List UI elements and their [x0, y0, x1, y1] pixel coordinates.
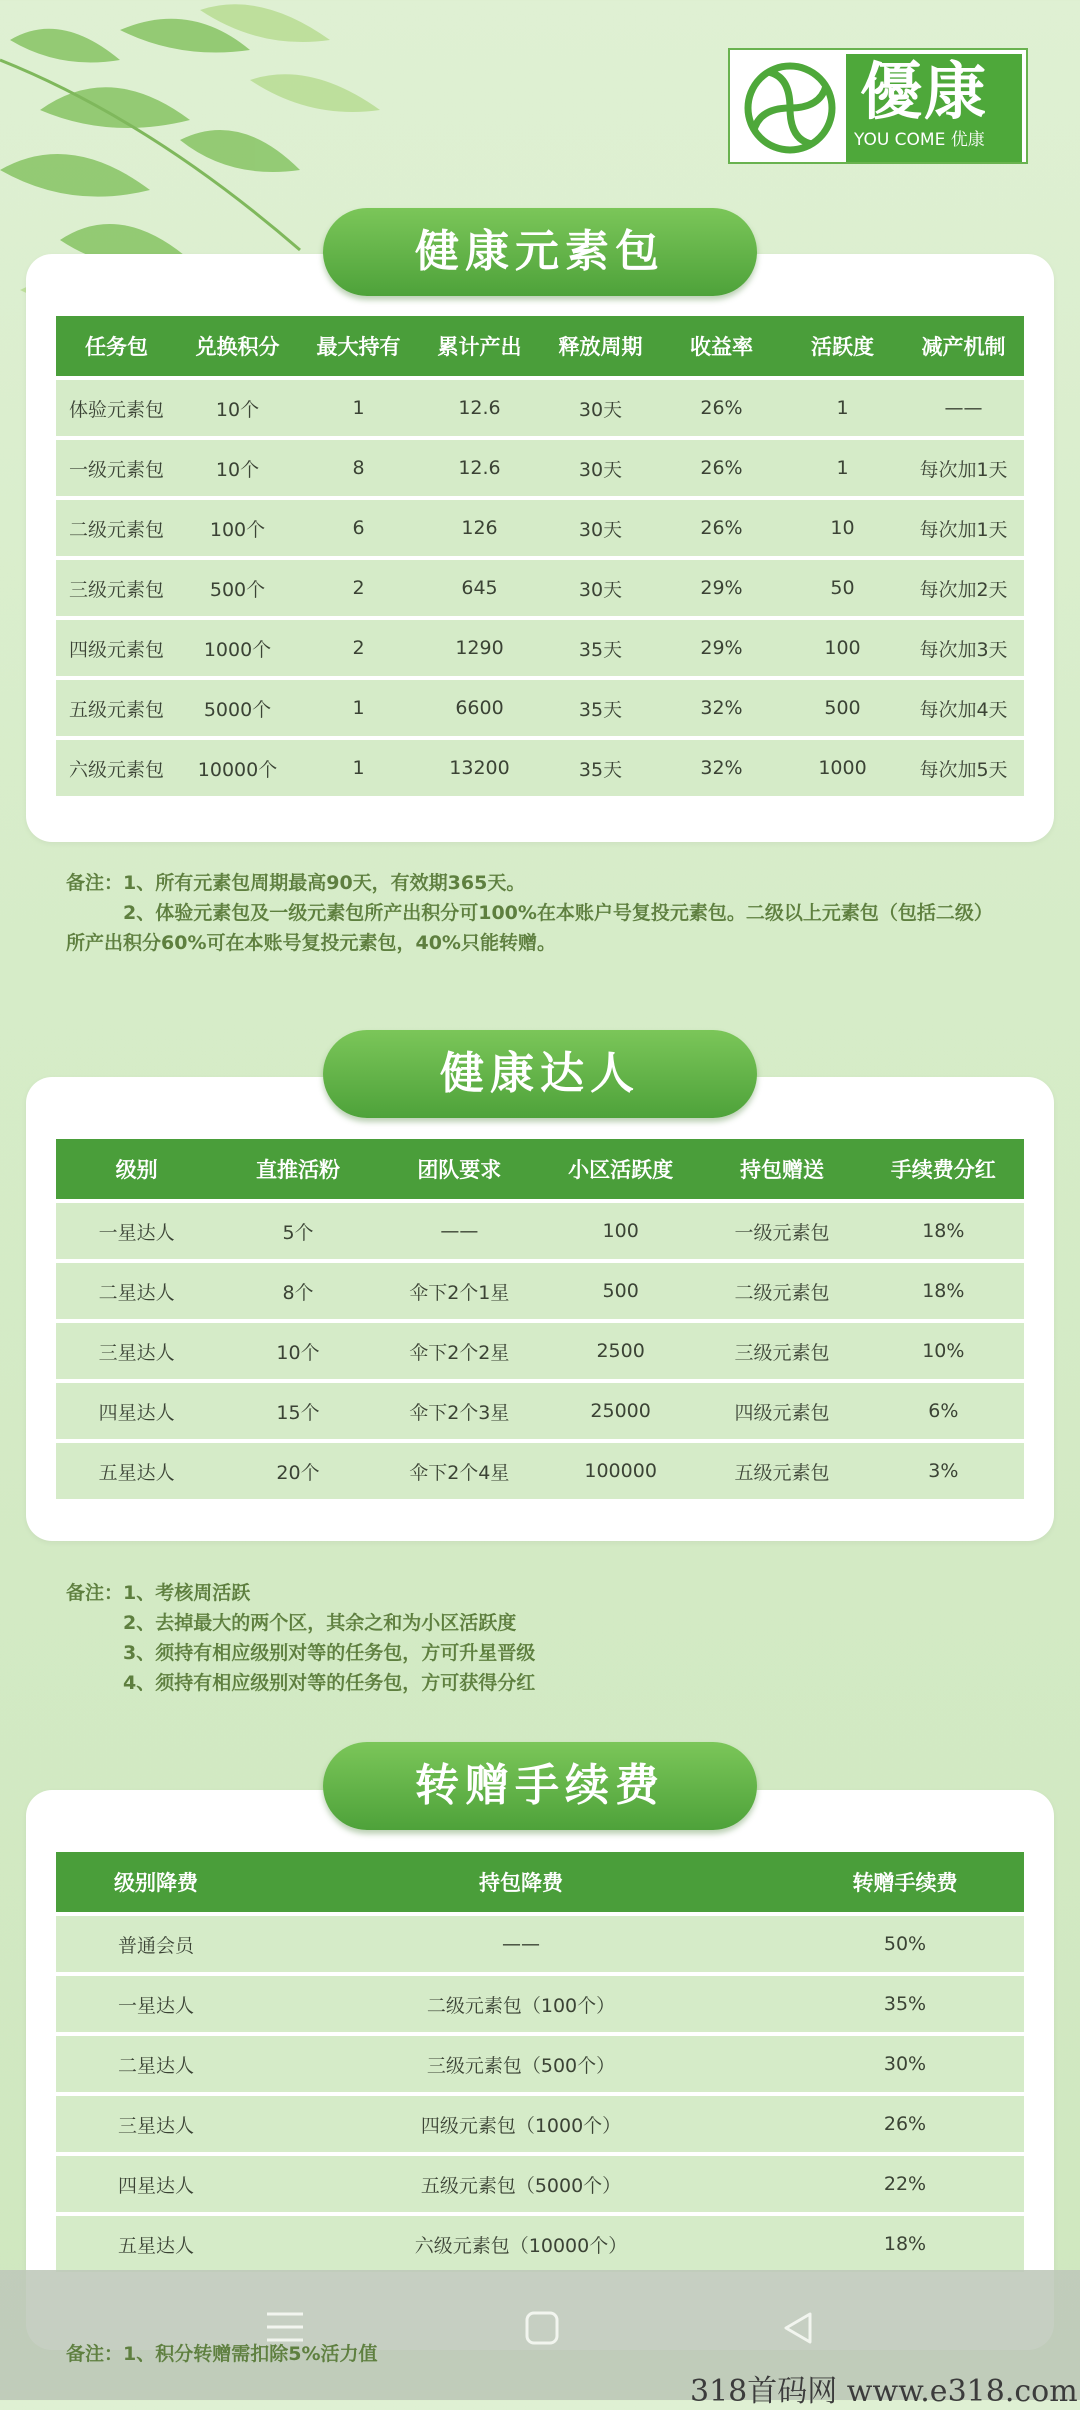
- brand-name-cn: 優康: [860, 55, 989, 128]
- table-cell: 四星达人: [56, 2154, 256, 2214]
- table-cell: 普通会员: [56, 1914, 256, 1974]
- table-cell: 100: [782, 618, 903, 678]
- table-cell: 30天: [540, 378, 661, 438]
- col-header: 直推活粉: [217, 1139, 378, 1201]
- table-cell: 35天: [540, 618, 661, 678]
- table-row: [56, 1321, 1024, 1381]
- site-watermark: 318首码网 www.e318.com: [690, 2374, 1078, 2409]
- table-cell: 四级元素包: [701, 1381, 862, 1441]
- table-cell: 35%: [786, 1974, 1024, 2034]
- table-cell: 一星达人: [56, 1974, 256, 2034]
- table-cell: 6: [298, 498, 419, 558]
- table-cell: 29%: [661, 558, 782, 618]
- table-cell: 伞下2个4星: [379, 1441, 540, 1501]
- table-cell: 10000个: [177, 738, 298, 798]
- health-expert-notes: [66, 1578, 1056, 1698]
- element-pack-table: [56, 316, 1024, 800]
- table-cell: 6%: [863, 1381, 1024, 1441]
- table-cell: 100: [540, 1201, 701, 1261]
- transfer-fee-rows: [56, 1914, 1024, 2274]
- table-cell: 3%: [863, 1441, 1024, 1501]
- table-cell: 12.6: [419, 438, 540, 498]
- table-cell: 每次加1天: [903, 438, 1024, 498]
- table-cell: 二级元素包: [701, 1261, 862, 1321]
- table-cell: 18%: [863, 1261, 1024, 1321]
- table-cell: 50%: [786, 1914, 1024, 1974]
- table-cell: 1000: [782, 738, 903, 798]
- table-cell: 伞下2个3星: [379, 1381, 540, 1441]
- brand-name-panel: [846, 54, 1022, 162]
- col-header: 兑换积分: [177, 316, 298, 378]
- table-row: [56, 2034, 1024, 2094]
- table-cell: 五级元素包: [701, 1441, 862, 1501]
- table-row: [56, 378, 1024, 438]
- table-row: [56, 1914, 1024, 1974]
- transfer-fee-note: 备注：1、积分转赠需扣除5%活力值: [66, 2343, 378, 2365]
- table-cell: 五级元素包: [56, 678, 177, 738]
- col-header: 团队要求: [379, 1139, 540, 1201]
- table-cell: ——: [379, 1201, 540, 1261]
- table-header-row: [56, 1852, 1024, 1914]
- note-line: 备注：1、考核周活跃: [66, 1582, 251, 1604]
- table-cell: 10个: [217, 1321, 378, 1381]
- table-cell: 六级元素包: [56, 738, 177, 798]
- table-cell: 5个: [217, 1201, 378, 1261]
- table-row: [56, 1381, 1024, 1441]
- table-cell: 1000个: [177, 618, 298, 678]
- table-cell: 30天: [540, 558, 661, 618]
- table-cell: 645: [419, 558, 540, 618]
- table-cell: 一星达人: [56, 1201, 217, 1261]
- table-cell: 1290: [419, 618, 540, 678]
- table-cell: 50: [782, 558, 903, 618]
- table-header-row: [56, 1139, 1024, 1201]
- health-expert-table: [56, 1139, 1024, 1503]
- section-card-health-expert: [26, 1077, 1054, 1541]
- table-cell: 100个: [177, 498, 298, 558]
- note-line: 备注：1、所有元素包周期最高90天，有效期365天。: [66, 872, 526, 894]
- table-row: [56, 738, 1024, 798]
- col-header: 持包降费: [256, 1852, 786, 1914]
- brand-name-en: YOU COME 优康: [854, 130, 985, 150]
- table-cell: ——: [256, 1914, 786, 1974]
- back-triangle-icon[interactable]: [780, 2310, 816, 2346]
- col-header: 释放周期: [540, 316, 661, 378]
- section-card-element-packs: [26, 254, 1054, 842]
- table-cell: ——: [903, 378, 1024, 438]
- table-cell: 1: [782, 438, 903, 498]
- section-card-transfer-fee: [26, 1790, 1054, 2350]
- table-cell: 四级元素包（1000个）: [256, 2094, 786, 2154]
- table-cell: 三星达人: [56, 2094, 256, 2154]
- table-cell: 四级元素包: [56, 618, 177, 678]
- table-cell: 35天: [540, 678, 661, 738]
- table-row: [56, 1974, 1024, 2034]
- note-line: 2、体验元素包及一级元素包所产出积分可100%在本账户号复投元素包。二级以上元素包（包括二级）: [66, 902, 993, 924]
- table-cell: 18%: [786, 2214, 1024, 2274]
- table-cell: 10: [782, 498, 903, 558]
- brand-logo: [728, 48, 1028, 164]
- transfer-fee-table: [56, 1852, 1024, 2276]
- section-title-element-packs: 健康元素包: [323, 208, 757, 296]
- table-cell: 30天: [540, 498, 661, 558]
- table-row: [56, 2214, 1024, 2274]
- table-cell: 二星达人: [56, 2034, 256, 2094]
- table-cell: 三级元素包: [56, 558, 177, 618]
- table-cell: 每次加1天: [903, 498, 1024, 558]
- table-cell: 5000个: [177, 678, 298, 738]
- col-header: 收益率: [661, 316, 782, 378]
- table-cell: 伞下2个1星: [379, 1261, 540, 1321]
- table-cell: 一级元素包: [56, 438, 177, 498]
- table-cell: 二级元素包: [56, 498, 177, 558]
- table-cell: 每次加3天: [903, 618, 1024, 678]
- table-cell: 10个: [177, 378, 298, 438]
- table-cell: 伞下2个2星: [379, 1321, 540, 1381]
- table-cell: 15个: [217, 1381, 378, 1441]
- note-line: 所产出积分60%可在本账号复投元素包，40%只能转赠。: [66, 932, 556, 954]
- pinwheel-logo-icon: [740, 58, 840, 158]
- table-cell: 10个: [177, 438, 298, 498]
- table-cell: 五级元素包（5000个）: [256, 2154, 786, 2214]
- table-cell: 500: [782, 678, 903, 738]
- table-cell: 2: [298, 618, 419, 678]
- health-expert-rows: [56, 1201, 1024, 1501]
- note-line: 4、须持有相应级别对等的任务包，方可获得分红: [66, 1672, 536, 1694]
- table-row: [56, 1201, 1024, 1261]
- table-row: [56, 1261, 1024, 1321]
- col-header: 减产机制: [903, 316, 1024, 378]
- table-cell: 30天: [540, 438, 661, 498]
- table-header-row: [56, 316, 1024, 378]
- table-cell: 五星达人: [56, 2214, 256, 2274]
- table-cell: 26%: [661, 498, 782, 558]
- table-cell: 29%: [661, 618, 782, 678]
- table-cell: 25000: [540, 1381, 701, 1441]
- table-cell: 35天: [540, 738, 661, 798]
- table-cell: 一级元素包: [701, 1201, 862, 1261]
- table-cell: 四星达人: [56, 1381, 217, 1441]
- table-cell: 26%: [661, 378, 782, 438]
- col-header: 级别: [56, 1139, 217, 1201]
- table-row: [56, 558, 1024, 618]
- table-cell: 1: [782, 378, 903, 438]
- col-header: 活跃度: [782, 316, 903, 378]
- table-cell: 13200: [419, 738, 540, 798]
- table-cell: 126: [419, 498, 540, 558]
- table-cell: 12.6: [419, 378, 540, 438]
- table-cell: 2: [298, 558, 419, 618]
- table-row: [56, 1441, 1024, 1501]
- table-row: [56, 2154, 1024, 2214]
- table-cell: 每次加2天: [903, 558, 1024, 618]
- table-cell: 26%: [786, 2094, 1024, 2154]
- table-cell: 体验元素包: [56, 378, 177, 438]
- table-cell: 32%: [661, 738, 782, 798]
- note-line: 3、须持有相应级别对等的任务包，方可升星晋级: [66, 1642, 536, 1664]
- table-cell: 三星达人: [56, 1321, 217, 1381]
- table-cell: 500个: [177, 558, 298, 618]
- table-cell: 8个: [217, 1261, 378, 1321]
- col-header: 小区活跃度: [540, 1139, 701, 1201]
- table-row: [56, 438, 1024, 498]
- table-cell: 三级元素包: [701, 1321, 862, 1381]
- table-cell: 22%: [786, 2154, 1024, 2214]
- table-cell: 1: [298, 678, 419, 738]
- table-row: [56, 678, 1024, 738]
- menu-icon[interactable]: [265, 2310, 305, 2344]
- col-header: 最大持有: [298, 316, 419, 378]
- table-cell: 8: [298, 438, 419, 498]
- table-cell: 100000: [540, 1441, 701, 1501]
- table-cell: 18%: [863, 1201, 1024, 1261]
- note-line: 2、去掉最大的两个区，其余之和为小区活跃度: [66, 1612, 517, 1634]
- col-header: 累计产出: [419, 316, 540, 378]
- table-cell: 20个: [217, 1441, 378, 1501]
- table-cell: 500: [540, 1261, 701, 1321]
- section-title-health-expert: 健康达人: [323, 1030, 757, 1118]
- table-cell: 6600: [419, 678, 540, 738]
- table-cell: 六级元素包（10000个）: [256, 2214, 786, 2274]
- table-cell: 2500: [540, 1321, 701, 1381]
- table-cell: 32%: [661, 678, 782, 738]
- table-cell: 五星达人: [56, 1441, 217, 1501]
- table-cell: 30%: [786, 2034, 1024, 2094]
- table-cell: 二星达人: [56, 1261, 217, 1321]
- table-cell: 10%: [863, 1321, 1024, 1381]
- table-cell: 二级元素包（100个）: [256, 1974, 786, 2034]
- table-row: [56, 498, 1024, 558]
- col-header: 任务包: [56, 316, 177, 378]
- col-header: 级别降费: [56, 1852, 256, 1914]
- table-cell: 1: [298, 738, 419, 798]
- home-square-icon[interactable]: [524, 2310, 560, 2346]
- table-cell: 1: [298, 378, 419, 438]
- table-row: [56, 2094, 1024, 2154]
- section-title-transfer-fee: 转赠手续费: [323, 1742, 757, 1830]
- col-header: 持包赠送: [701, 1139, 862, 1201]
- table-cell: 三级元素包（500个）: [256, 2034, 786, 2094]
- table-row: [56, 618, 1024, 678]
- element-pack-notes: [66, 868, 1056, 958]
- col-header: 转赠手续费: [786, 1852, 1024, 1914]
- col-header: 手续费分红: [863, 1139, 1024, 1201]
- element-pack-rows: [56, 378, 1024, 798]
- table-cell: 每次加4天: [903, 678, 1024, 738]
- table-cell: 26%: [661, 438, 782, 498]
- table-cell: 每次加5天: [903, 738, 1024, 798]
